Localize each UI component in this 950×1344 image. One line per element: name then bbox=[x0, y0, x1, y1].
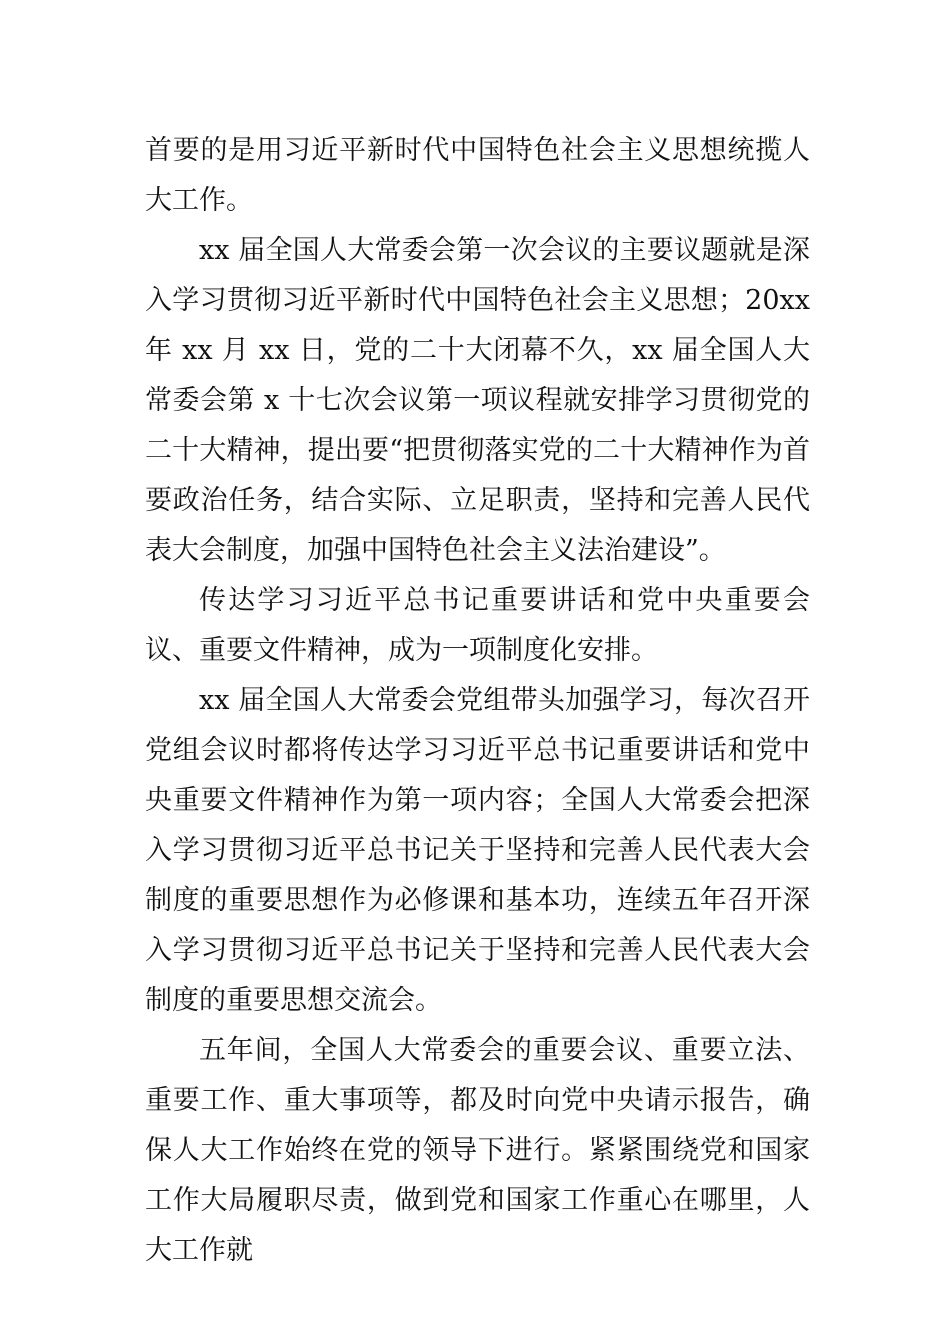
paragraph-5: 五年间，全国人大常委会的重要会议、重要立法、重要工作、重大事项等，都及时向党中央请示报告，确保人大工作始终在党的领导下进行。紧紧围绕党和国家工作大局履职尽责，做到党和国家工作重心在哪里，人大工作就 bbox=[145, 1035, 810, 1266]
paragraph-2: xx 届全国人大常委会第一次会议的主要议题就是深入学习贯彻习近平新时代中国特色社会主义思想；20xx 年 xx 月 xx 日，党的二十大闭幕不久，xx 届全国人大常委会第 x 十七次会议第一项议程就安排学习贯彻党的二十大精神，提出要“把贯彻落实党的二十大精神作为首要政治任务，结合实际、立足职责，坚持和完善人民代表大会制度，加强中国特色社会主义法治建设”。 bbox=[145, 235, 810, 566]
document-body bbox=[145, 126, 810, 1276]
paragraph-3: 传达学习习近平总书记重要讲话和党中央重要会议、重要文件精神，成为一项制度化安排。 bbox=[145, 585, 810, 666]
paragraph-4: xx 届全国人大常委会党组带头加强学习，每次召开党组会议时都将传达学习习近平总书记重要讲话和党中央重要文件精神作为第一项内容；全国人大常委会把深入学习贯彻习近平总书记关于坚持和完善人民代表大会制度的重要思想作为必修课和基本功，连续五年召开深入学习贯彻习近平总书记关于坚持和完善人民代表大会制度的重要思想交流会。 bbox=[145, 685, 810, 1016]
paragraph-1: 首要的是用习近平新时代中国特色社会主义思想统揽人大工作。 bbox=[145, 135, 810, 216]
